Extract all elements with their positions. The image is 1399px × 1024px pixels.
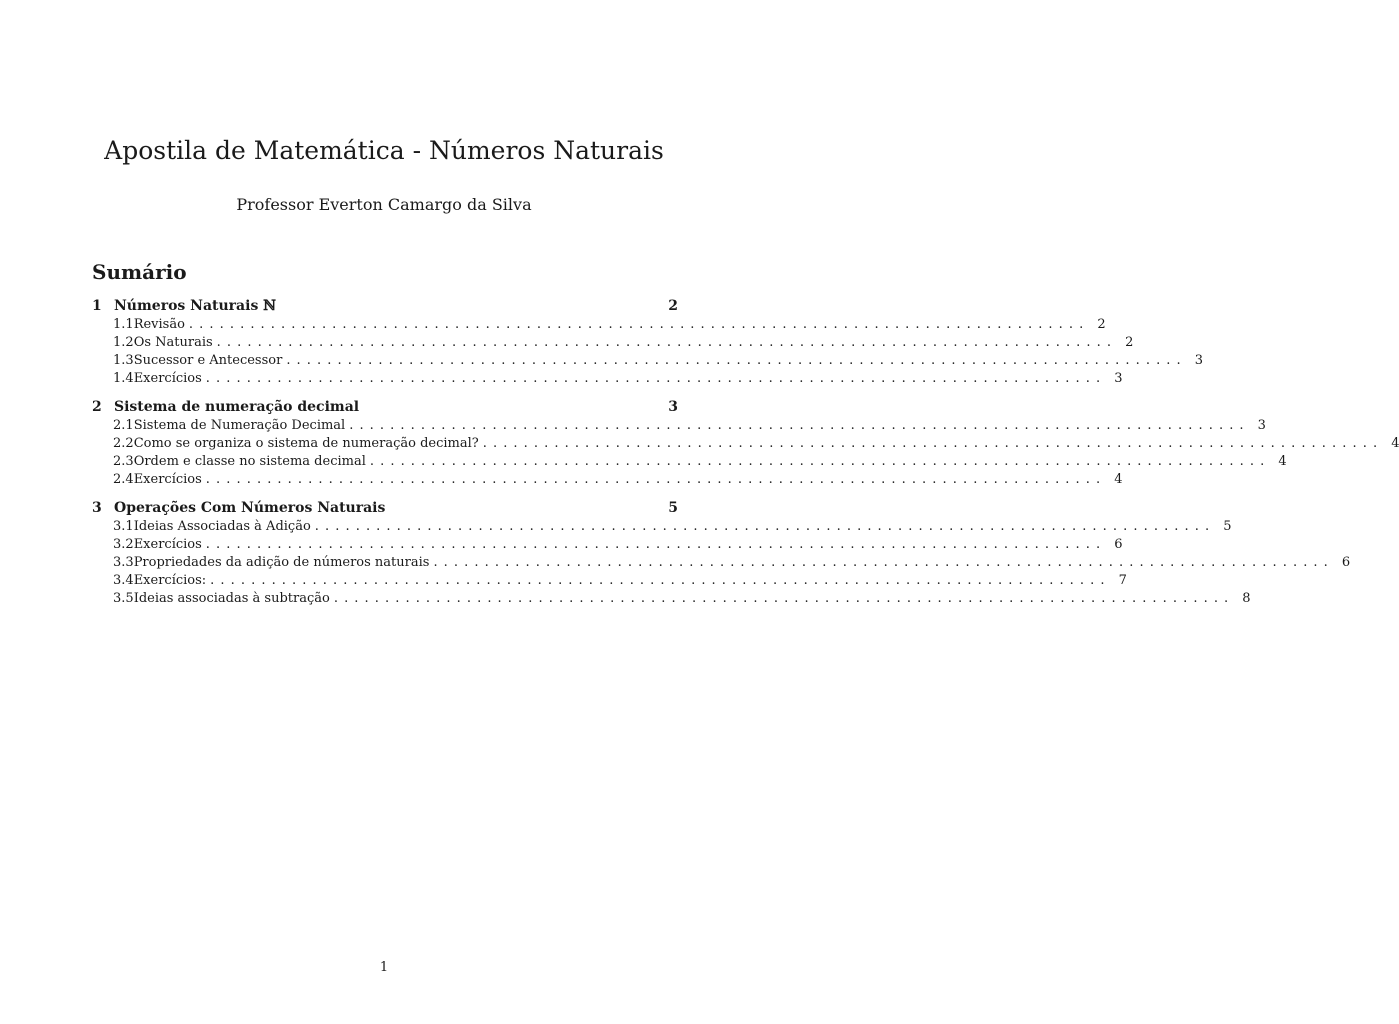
subsection-number: 1.3 — [113, 353, 134, 368]
subsection-page: 2 — [1097, 317, 1106, 332]
section-page: 5 — [668, 500, 678, 516]
dot-leader: ........................................................................................ — [482, 436, 1384, 451]
subsection-page: 4 — [1391, 436, 1399, 451]
subsection-title: Sucessor e Antecessor — [133, 353, 283, 368]
subsection-page: 6 — [1341, 555, 1351, 570]
dot-leader: ........................................................................................ — [433, 555, 1334, 570]
section-number: 2 — [92, 399, 102, 415]
subsection-title: Os Naturais — [133, 335, 213, 350]
subsection-page: 6 — [1114, 537, 1123, 552]
subsection-title: Exercícios — [133, 472, 202, 487]
subsection-page: 3 — [1257, 418, 1266, 433]
subsection-page: 5 — [1223, 519, 1232, 534]
section-title: Sistema de numeração decimal — [114, 399, 360, 415]
subsection-title: Exercícios — [133, 371, 202, 386]
subsection-title: Ordem e classe no sistema decimal — [133, 454, 366, 469]
subsection-number: 3.3 — [113, 555, 134, 570]
toc-subsection-entry[interactable] — [92, 418, 1266, 436]
toc-subsection-entry[interactable] — [92, 353, 1204, 371]
document-title: Apostila de Matemática - Números Naturais — [104, 136, 664, 165]
subsection-page: 3 — [1194, 353, 1204, 368]
subsection-number: 2.1 — [113, 418, 134, 433]
toc-section-entry[interactable] — [92, 500, 678, 519]
dot-leader: ........................................................................................ — [349, 418, 1250, 433]
section-number: 3 — [92, 500, 102, 516]
subsection-title: Sistema de Numeração Decimal — [133, 418, 346, 433]
toc-subsection-entry[interactable] — [92, 519, 1232, 537]
toc-subsection-entry[interactable] — [92, 591, 1251, 609]
subsection-page: 8 — [1242, 591, 1251, 606]
subsection-number: 3.4 — [113, 573, 134, 588]
section-page: 2 — [668, 298, 678, 314]
dot-leader: ........................................................................................ — [333, 591, 1235, 606]
section-page: 3 — [668, 399, 678, 415]
subsection-number: 2.2 — [113, 436, 134, 451]
subsection-number: 3.1 — [113, 519, 134, 534]
dot-leader: ........................................................................................ — [216, 335, 1118, 350]
toc-subsection-entry[interactable] — [92, 335, 1134, 353]
toc-section — [92, 298, 1204, 389]
dot-leader: ........................................................................................ — [369, 454, 1271, 469]
subsection-number: 3.2 — [113, 537, 134, 552]
subsection-title: Revisão — [133, 317, 185, 332]
toc-subsection-entry[interactable] — [92, 472, 1123, 490]
subsection-title: Como se organiza o sistema de numeração decimal? — [133, 436, 479, 451]
subsection-number: 1.2 — [113, 335, 134, 350]
toc-subsection-entry[interactable] — [92, 371, 1123, 389]
dot-leader: ........................................................................................ — [205, 537, 1107, 552]
subsection-title: Exercícios — [133, 537, 202, 552]
table-of-contents — [92, 298, 1399, 619]
document-author: Professor Everton Camargo da Silva — [236, 195, 532, 214]
subsection-page: 4 — [1114, 472, 1123, 487]
toc-subsection-entry[interactable] — [92, 573, 1127, 591]
toc-subsection-entry[interactable] — [92, 436, 1399, 454]
section-title: Operações Com Números Naturais — [114, 500, 386, 516]
toc-subsection-entry[interactable] — [92, 537, 1123, 555]
subsection-page: 3 — [1114, 371, 1123, 386]
toc-section-entry[interactable] — [92, 298, 678, 317]
section-number: 1 — [92, 298, 102, 314]
toc-section-entry[interactable] — [92, 399, 678, 418]
subsection-page: 2 — [1125, 335, 1134, 350]
dot-leader: ........................................................................................ — [314, 519, 1216, 534]
subsection-page: 7 — [1118, 573, 1127, 588]
subsection-title: Propriedades da adição de números naturais — [133, 555, 430, 570]
subsection-number: 1.4 — [113, 371, 134, 386]
subsection-title: Ideias associadas à subtração — [133, 591, 330, 606]
subsection-number: 2.4 — [113, 472, 134, 487]
subsection-number: 3.5 — [113, 591, 134, 606]
toc-subsection-entry[interactable] — [92, 555, 1351, 573]
subsection-number: 1.1 — [113, 317, 134, 332]
subsection-title: Exercícios: — [133, 573, 207, 588]
toc-subsection-entry[interactable] — [92, 317, 1106, 335]
dot-leader: ........................................................................................ — [286, 353, 1187, 368]
dot-leader: ........................................................................................ — [210, 573, 1111, 588]
dot-leader: ........................................................................................ — [205, 371, 1107, 386]
dot-leader: ........................................................................................ — [205, 472, 1107, 487]
page-number: 1 — [379, 960, 389, 975]
subsection-number: 2.3 — [113, 454, 134, 469]
dot-leader: ........................................................................................ — [188, 317, 1090, 332]
toc-section — [92, 500, 1351, 609]
toc-subsection-entry[interactable] — [92, 454, 1287, 472]
section-title: Números Naturais ℕ — [114, 298, 276, 314]
toc-heading: Sumário — [92, 260, 187, 284]
subsection-page: 4 — [1278, 454, 1287, 469]
toc-section — [92, 399, 1399, 490]
subsection-title: Ideias Associadas à Adição — [133, 519, 311, 534]
